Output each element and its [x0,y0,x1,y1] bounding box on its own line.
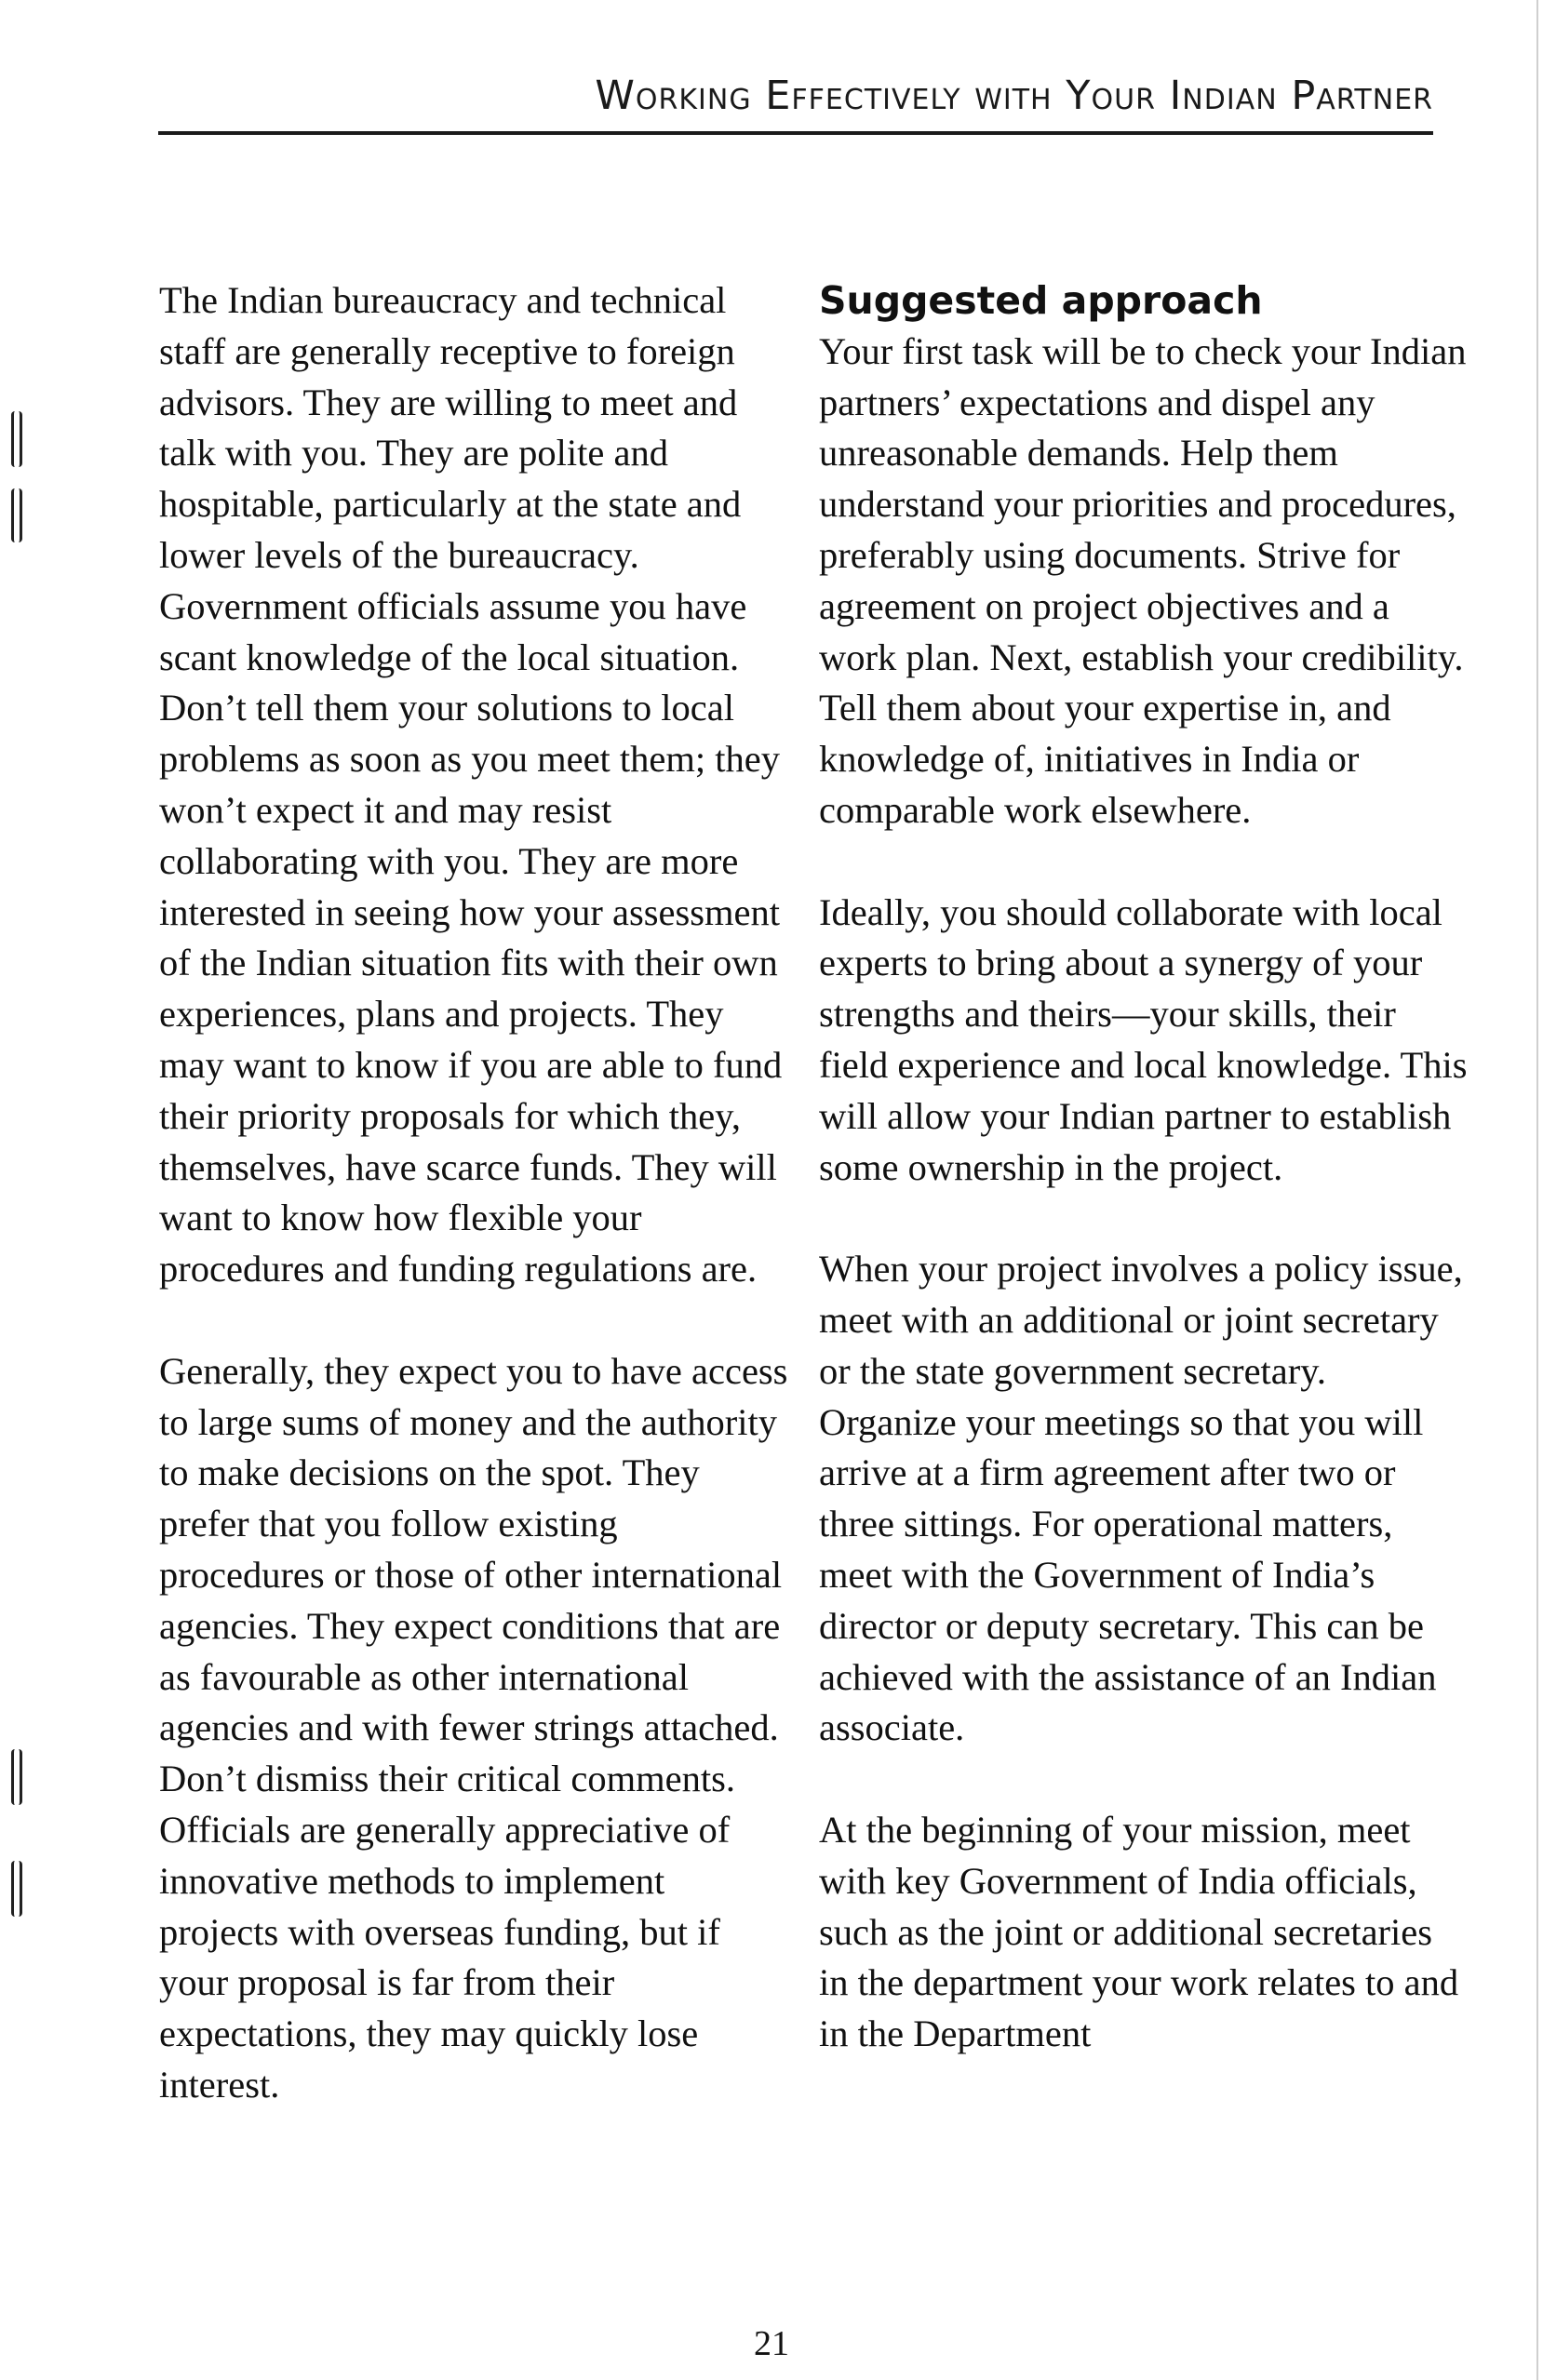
header-rule [158,131,1433,135]
right-column [819,275,1470,2111]
body-paragraph: Your first task will be to check your Indian partners’ expectations and dispel any unreasonable demands. Help them understand your priorities and procedures, preferably using documents. Strive for agreement on project objectives and a work plan. Next, establish your credibility. Tell them about your expertise in, and knowledge of, initiatives in India or comparable work elsewhere. [819,329,1467,831]
binding-mark [11,488,22,542]
running-header: Working Effectively with Your Indian Partner [595,73,1433,119]
binding-mark [11,411,22,467]
left-column [159,275,792,2161]
page-edge-shadow [1536,0,1538,2380]
section-heading: Suggested approach [819,278,1263,323]
body-paragraph: At the beginning of your mission, meet with key Government of India officials, such as the joint or additional secretaries in the department your work relates to and in the Department [819,1808,1459,2055]
body-paragraph: Ideally, you should collaborate with local experts to bring about a synergy of your strengths and theirs—your skills, their field experience and local knowledge. This will allow your Indian partner to establish some ownership in the project. [819,890,1468,1188]
body-paragraph: The Indian bureaucracy and technical staff are generally receptive to foreign advisors. They are willing to meet and talk with you. They are polite and hospitable, particularly at the state and lower levels of the bureaucracy. Government officials assume you have scant knowledge of the local situation. Don’t tell them your solutions to local problems as soon as you meet them; they won’t expect it and may resist collaborating with you. They are more interested in seeing how your assessment of the Indian situation fits with their own experiences, plans and projects. They may want to know if you are able to fund their priority proposals for which they, themselves, have scarce funds. They will want to know how flexible your procedures and funding regulations are. [159,279,783,1290]
page-number: 21 [754,2324,789,2363]
body-paragraph: Generally, they expect you to have access to large sums of money and the authority to make decisions on the spot. They prefer that you follow existing procedures or those of other international agencies. They expect conditions that are as favourable as other international agencies and with fewer strings attached. Don’t dismiss their critical comments. Officials are generally appreciative of innovative methods to implement projects with overseas funding, but if your proposal is far from their expectations, they may quickly lose interest. [159,1349,788,2106]
binding-mark [11,1861,22,1917]
binding-mark [11,1749,22,1805]
body-paragraph: When your project involves a policy issue, meet with an additional or joint secretary or the state government secretary. Organize your meetings so that you will arrive at a firm agreement after two or three sittings. For operational matters, meet with the Government of India’s director or deputy secretary. This can be achieved with the assistance of an Indian associate. [819,1248,1463,1749]
